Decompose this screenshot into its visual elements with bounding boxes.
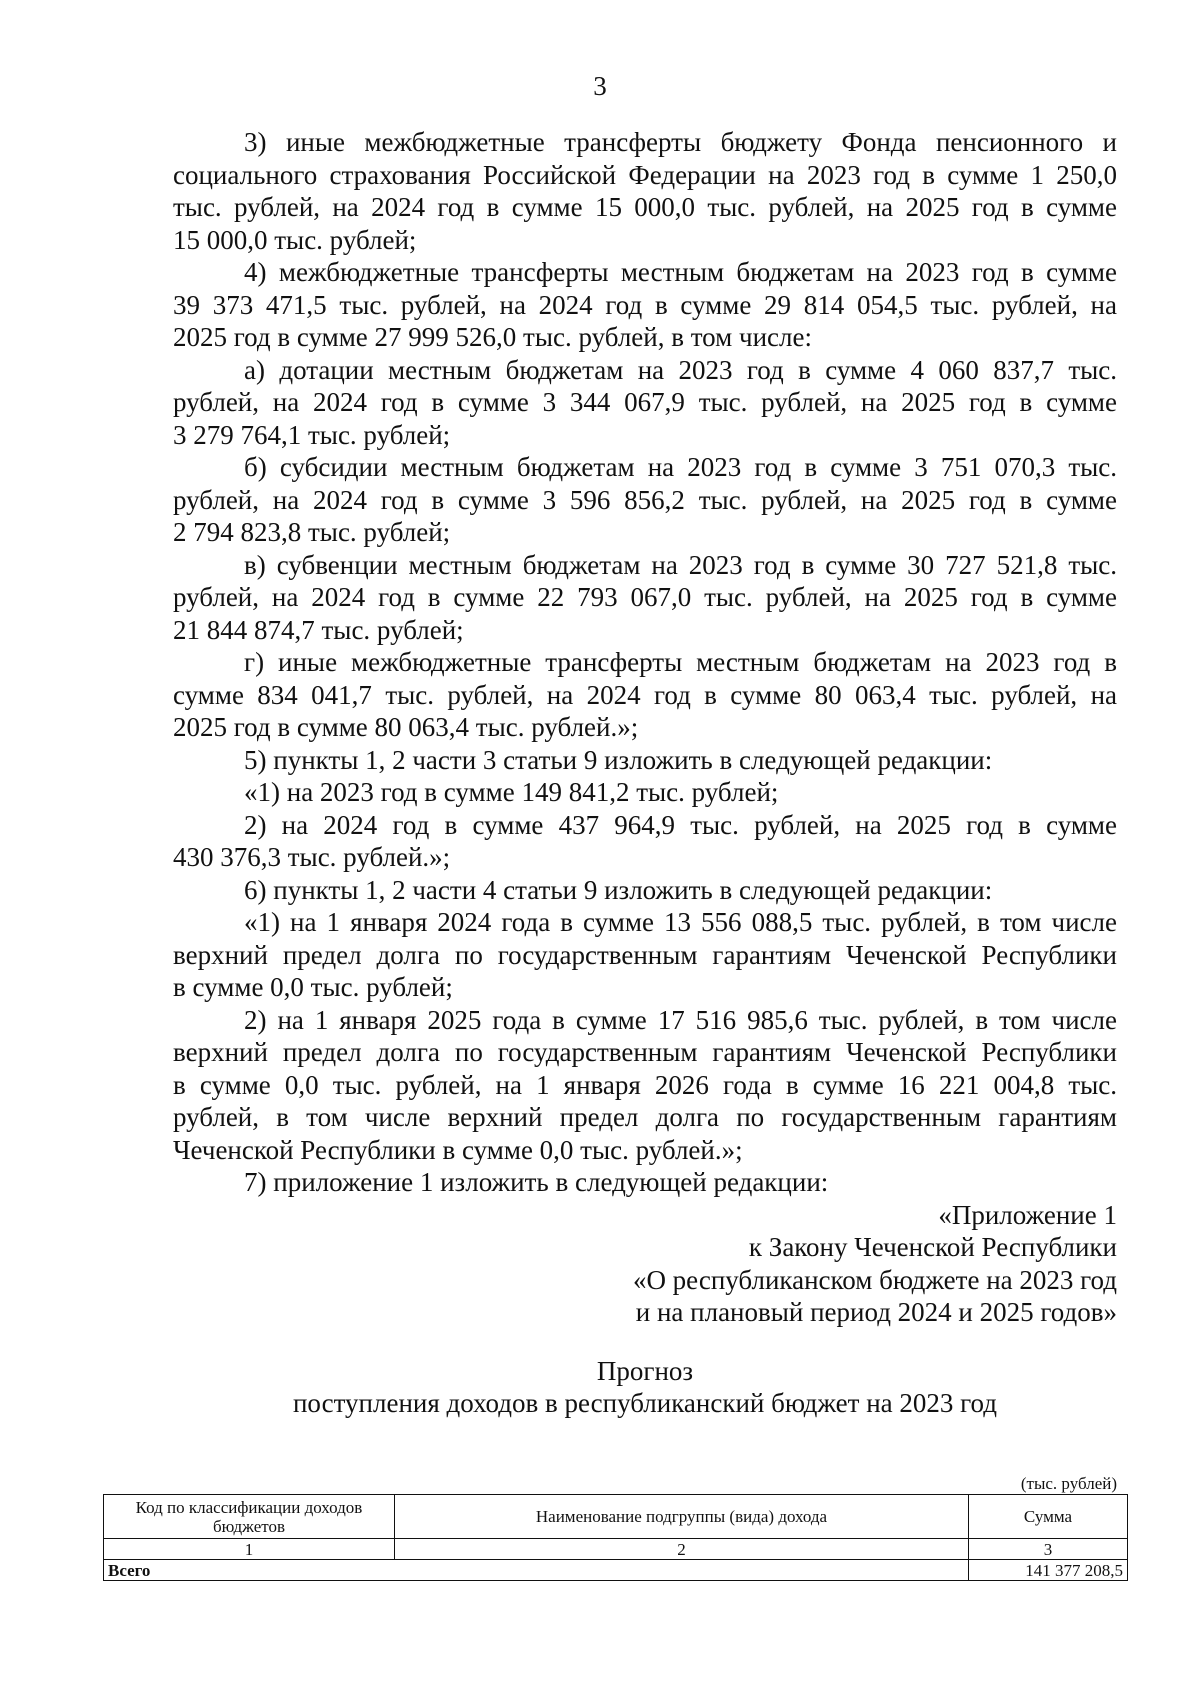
total-row: [104, 1560, 1128, 1581]
text-line: 2 794 823,8 тыс. рублей;: [173, 517, 451, 547]
paragraph: [173, 906, 1117, 1004]
paragraph: [173, 1166, 1117, 1199]
appendix-header: [173, 1199, 1117, 1329]
forecast-title: [173, 1355, 1117, 1420]
text-line: 21 844 874,7 тыс. рублей;: [173, 614, 464, 645]
total-value: 141 377 208,5: [969, 1560, 1128, 1581]
text-line: сумме 834 041,7 тыс. рублей, на 2024 год в сумме 80 063,4 тыс. рублей, на: [173, 679, 1117, 710]
text-line: «1) на 1 января 2024 года в сумме 13 556 088,5 тыс. рублей, в том числе: [244, 907, 1117, 937]
text-line: верхний предел долга по государственным гарантиям Чеченской Республики: [173, 939, 1117, 970]
text-line: Чеченской Республики в сумме 0,0 тыс. рублей.»;: [173, 1134, 743, 1165]
paragraph: [173, 1004, 1117, 1167]
text-line: 430 376,3 тыс. рублей.»;: [173, 842, 451, 872]
text-line: 7) приложение 1 изложить в следующей редакции:: [244, 1167, 829, 1197]
text-line: в сумме 0,0 тыс. рублей, на 1 января 2026 года в сумме 16 221 004,8 тыс.: [173, 1069, 1117, 1100]
text-line: 2025 год в сумме 80 063,4 тыс. рублей.»;: [173, 712, 639, 742]
text-line: 2025 год в сумме 27 999 526,0 тыс. рублей, в том числе:: [173, 322, 812, 352]
text-line: 6) пункты 1, 2 части 4 статьи 9 изложить в следующей редакции:: [244, 874, 993, 905]
paragraph: [173, 874, 1117, 907]
appendix-header-line: «О республиканском бюджете на 2023 год: [632, 1264, 1117, 1295]
total-label: Всего: [104, 1560, 969, 1581]
paragraph: [173, 646, 1117, 744]
page-number: 3: [593, 71, 607, 101]
income-table: [103, 1494, 1128, 1581]
column-number: 1: [104, 1539, 395, 1560]
paragraph: [173, 549, 1117, 647]
text-line: 4) межбюджетные трансферты местным бюджетам на 2023 год в сумме: [244, 257, 1117, 287]
text-line: а) дотации местным бюджетам на 2023 год в сумме 4 060 837,7 тыс.: [244, 354, 1117, 385]
text-line: в сумме 0,0 тыс. рублей;: [173, 972, 453, 1002]
text-line: 2) на 1 января 2025 года в сумме 17 516 985,6 тыс. рублей, в том числе: [244, 1004, 1117, 1035]
forecast-title-line: Прогноз: [596, 1355, 694, 1386]
header-name: Наименование подгруппы (вида) дохода: [395, 1495, 969, 1539]
text-line: «1) на 2023 год в сумме 149 841,2 тыс. рублей;: [244, 777, 779, 807]
text-line: г) иные межбюджетные трансферты местным бюджетам на 2023 год в: [244, 647, 1117, 677]
text-line: 3 279 764,1 тыс. рублей;: [173, 419, 451, 450]
paragraph: [173, 354, 1117, 452]
paragraph: [173, 256, 1117, 354]
paragraph: [173, 744, 1117, 777]
paragraph: [173, 126, 1117, 256]
spacer: [173, 1329, 1117, 1355]
appendix-header-line: «Приложение 1: [938, 1199, 1117, 1230]
text-line: рублей, на 2024 год в сумме 22 793 067,0 тыс. рублей, на 2025 год в сумме: [173, 582, 1117, 612]
text-line: б) субсидии местным бюджетам на 2023 год в сумме 3 751 070,3 тыс.: [244, 452, 1117, 482]
paragraph: [173, 451, 1117, 549]
appendix-header-line: к Закону Чеченской Республики: [748, 1232, 1117, 1262]
paragraph: [173, 809, 1117, 874]
header-code: Код по классификации доходов бюджетов: [104, 1495, 395, 1539]
text-line: 2) на 2024 год в сумме 437 964,9 тыс. рублей, на 2025 год в сумме: [244, 809, 1117, 840]
column-number: 2: [395, 1539, 969, 1560]
column-number-row: [104, 1539, 1128, 1560]
text-line: в) субвенции местным бюджетам на 2023 год в сумме 30 727 521,8 тыс.: [244, 549, 1117, 580]
header-sum: Сумма: [969, 1495, 1128, 1539]
appendix-header-line: и на плановый период 2024 и 2025 годов»: [635, 1297, 1117, 1327]
column-number: 3: [969, 1539, 1128, 1560]
forecast-subtitle-line: поступления доходов в республиканский бюджет на 2023 год: [292, 1388, 998, 1418]
text-line: 39 373 471,5 тыс. рублей, на 2024 год в сумме 29 814 054,5 тыс. рублей, на: [173, 289, 1117, 320]
document-body: [173, 126, 1117, 1420]
text-line: 5) пункты 1, 2 части 3 статьи 9 изложить в следующей редакции:: [244, 744, 993, 775]
table-header-row: [104, 1495, 1128, 1539]
paragraph: [173, 776, 1117, 809]
text-line: 15 000,0 тыс. рублей;: [173, 224, 417, 255]
text-line: рублей, на 2024 год в сумме 3 596 856,2 тыс. рублей, на 2025 год в сумме: [173, 484, 1117, 515]
text-line: социального страхования Российской Федерации на 2023 год в сумме 1 250,0: [173, 159, 1117, 190]
text-line: 3) иные межбюджетные трансферты бюджету Фонда пенсионного и: [244, 127, 1117, 157]
text-line: верхний предел долга по государственным гарантиям Чеченской Республики: [173, 1037, 1117, 1067]
text-line: рублей, на 2024 год в сумме 3 344 067,9 тыс. рублей, на 2025 год в сумме: [173, 387, 1117, 417]
text-line: тыс. рублей, на 2024 год в сумме 15 000,0 тыс. рублей, на 2025 год в сумме: [173, 192, 1117, 222]
text-line: рублей, в том числе верхний предел долга по государственным гарантиям: [173, 1102, 1117, 1132]
units-label: (тыс. рублей): [1020, 1474, 1117, 1493]
